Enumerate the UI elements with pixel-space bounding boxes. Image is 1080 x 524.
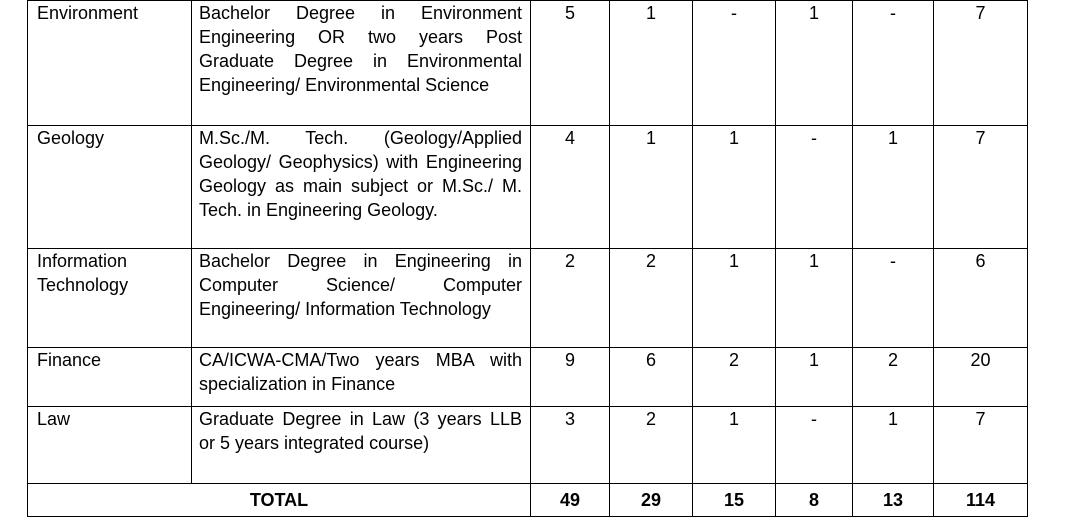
row-total-cell: 7	[934, 407, 1028, 484]
count-cell: 1	[776, 249, 853, 348]
count-cell: 1	[693, 407, 776, 484]
count-cell: 9	[531, 348, 610, 407]
count-cell: 3	[531, 407, 610, 484]
count-cell: 1	[853, 407, 934, 484]
total-count-cell: 8	[776, 484, 853, 517]
count-cell: 1	[776, 1, 853, 126]
count-cell: -	[776, 407, 853, 484]
count-cell: 4	[531, 126, 610, 249]
total-count-cell: 29	[610, 484, 693, 517]
count-cell: 5	[531, 1, 610, 126]
row-total-cell: 7	[934, 1, 1028, 126]
count-cell: -	[853, 249, 934, 348]
discipline-cell: Finance	[28, 348, 192, 407]
count-cell: 1	[693, 126, 776, 249]
qualification-cell: Bachelor Degree in Engineering in Computer Science/ Computer Engineering/ Information Technology	[192, 249, 531, 348]
count-cell: -	[693, 1, 776, 126]
discipline-cell: Information Technology	[28, 249, 192, 348]
table-row	[28, 249, 1028, 348]
qualification-cell: CA/ICWA-CMA/Two years MBA with specialization in Finance	[192, 348, 531, 407]
total-label: TOTAL	[28, 484, 531, 517]
qualification-cell: Graduate Degree in Law (3 years LLB or 5 years integrated course)	[192, 407, 531, 484]
count-cell: 2	[853, 348, 934, 407]
count-cell: 2	[610, 407, 693, 484]
table-row	[28, 1, 1028, 126]
total-count-cell: 15	[693, 484, 776, 517]
table-row	[28, 348, 1028, 407]
total-count-cell: 49	[531, 484, 610, 517]
qualification-cell: Bachelor Degree in Environment Engineering OR two years Post Graduate Degree in Environmental Engineering/ Environmental Science	[192, 1, 531, 126]
table-row	[28, 126, 1028, 249]
count-cell: -	[853, 1, 934, 126]
count-cell: 1	[853, 126, 934, 249]
discipline-cell: Environment	[28, 1, 192, 126]
discipline-cell: Law	[28, 407, 192, 484]
count-cell: 1	[610, 126, 693, 249]
total-row	[28, 484, 1028, 517]
total-count-cell: 13	[853, 484, 934, 517]
row-total-cell: 7	[934, 126, 1028, 249]
count-cell: 2	[610, 249, 693, 348]
count-cell: 1	[776, 348, 853, 407]
vacancy-table	[27, 0, 1028, 517]
count-cell: 1	[610, 1, 693, 126]
qualification-cell: M.Sc./M. Tech. (Geology/Applied Geology/ Geophysics) with Engineering Geology as main subject or M.Sc./ M. Tech. in Engineering Geology.	[192, 126, 531, 249]
table-row	[28, 407, 1028, 484]
row-total-cell: 6	[934, 249, 1028, 348]
row-total-cell: 20	[934, 348, 1028, 407]
count-cell: -	[776, 126, 853, 249]
count-cell: 1	[693, 249, 776, 348]
grand-total-cell: 114	[934, 484, 1028, 517]
discipline-cell: Geology	[28, 126, 192, 249]
count-cell: 6	[610, 348, 693, 407]
count-cell: 2	[693, 348, 776, 407]
count-cell: 2	[531, 249, 610, 348]
